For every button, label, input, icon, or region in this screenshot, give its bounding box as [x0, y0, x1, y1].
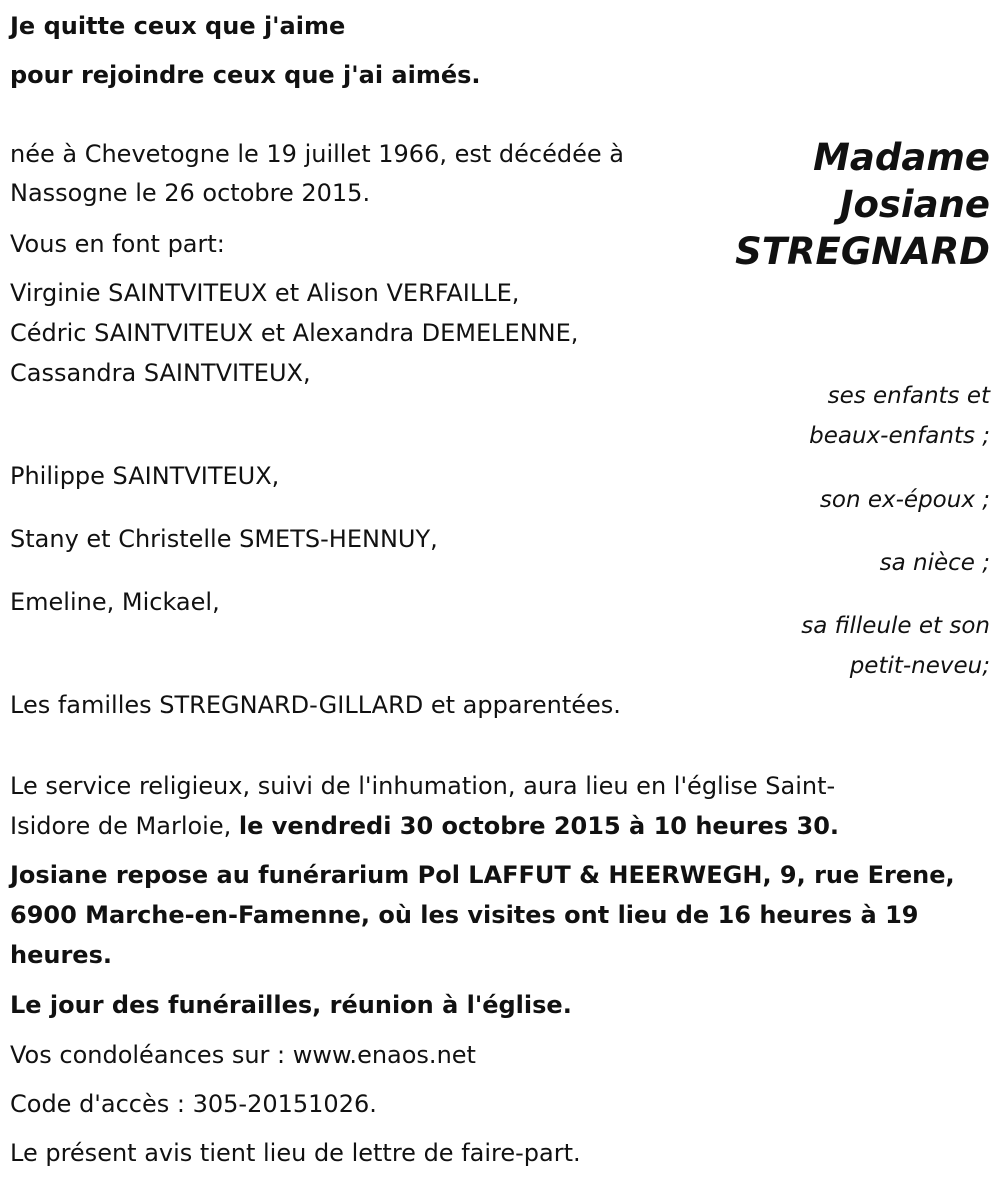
ex-spouse-relation: son ex-époux ;: [819, 487, 990, 513]
condolences-line: Vos condoléances sur : www.enaos.net: [10, 1041, 476, 1069]
godchild-relation-line-2: petit-neveu;: [849, 653, 990, 679]
families-line: Les familles STREGNARD-GILLARD et apparentées.: [10, 691, 621, 719]
niece-name: Stany et Christelle SMETS-HENNUY,: [10, 525, 438, 553]
deceased-title: Madame: [813, 136, 990, 179]
service-datetime: le vendredi 30 octobre 2015 à 10 heures 30.: [238, 812, 840, 840]
godchild-relation-line-1: sa filleule et son: [801, 613, 990, 639]
epitaph-line-2: pour rejoindre ceux que j'ai aimés.: [10, 61, 481, 89]
deceased-last-name: STREGNARD: [735, 230, 990, 273]
meeting-line: Le jour des funérailles, réunion à l'église.: [10, 991, 572, 1019]
funeral-home-line-3: heures.: [10, 941, 112, 969]
funeral-home-line-1: Josiane repose au funérarium Pol LAFFUT & HEERWEGH, 9, rue Erene,: [10, 861, 955, 889]
ex-spouse-name: Philippe SAINTVITEUX,: [10, 462, 280, 490]
service-line-1: Le service religieux, suivi de l'inhumation, aura lieu en l'église Saint-: [10, 772, 836, 800]
birth-death-line-1: née à Chevetogne le 19 juillet 1966, est décédée à: [10, 140, 624, 168]
children-line-1: Virginie SAINTVITEUX et Alison VERFAILLE,: [10, 279, 520, 307]
notice-line: Le présent avis tient lieu de lettre de faire-part.: [10, 1139, 581, 1167]
epitaph-line-1: Je quitte ceux que j'aime: [10, 12, 346, 40]
announce-intro: Vous en font part:: [10, 230, 225, 258]
children-line-2: Cédric SAINTVITEUX et Alexandra DEMELENNE,: [10, 319, 579, 347]
godchild-name: Emeline, Mickael,: [10, 588, 220, 616]
birth-death-line-2: Nassogne le 26 octobre 2015.: [10, 179, 371, 207]
service-line-2: [10, 806, 839, 846]
children-line-3: Cassandra SAINTVITEUX,: [10, 359, 311, 387]
deceased-first-name: Josiane: [839, 183, 990, 226]
access-code-line: Code d'accès : 305-20151026.: [10, 1090, 377, 1118]
funeral-home-line-2: 6900 Marche-en-Famenne, où les visites ont lieu de 16 heures à 19: [10, 901, 919, 929]
children-relation-line-1: ses enfants et: [827, 383, 990, 409]
children-relation-line-2: beaux-enfants ;: [809, 423, 990, 449]
deceased-name-block: [735, 134, 990, 275]
service-location: Isidore de Marloie,: [10, 812, 239, 840]
niece-relation: sa nièce ;: [879, 550, 990, 576]
